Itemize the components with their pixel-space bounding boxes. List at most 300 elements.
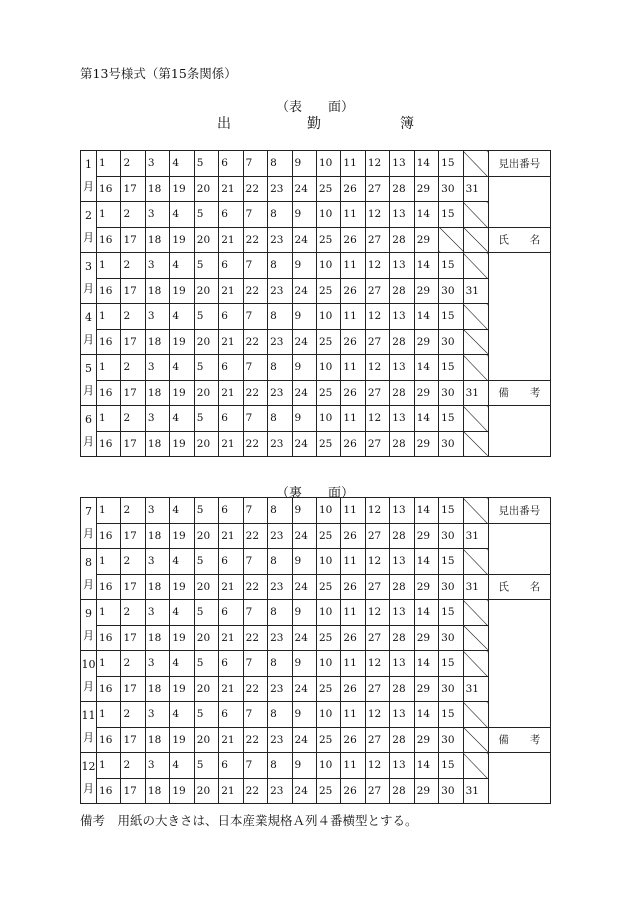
day-cell: 4 [170,406,194,432]
day-cell: 10 [316,406,340,432]
month-row [81,253,551,279]
day-cell: 15 [439,651,463,677]
day-cell: 8 [268,253,292,279]
day-cell: 13 [390,202,414,228]
day-cell: 25 [316,329,340,355]
void-cell [439,227,463,253]
day-cell: 16 [97,625,121,651]
day-cell: 19 [170,778,194,804]
day-cell: 16 [97,676,121,702]
void-cell [463,600,488,626]
day-cell: 10 [316,202,340,228]
day-cell: 25 [316,676,340,702]
day-cell: 20 [194,278,218,304]
day-cell: 31 [463,574,488,600]
day-cell: 13 [390,600,414,626]
day-cell: 19 [170,431,194,457]
day-cell: 29 [414,431,438,457]
name-label: 氏 名 [488,227,550,253]
month-kanji: 月 [83,180,95,193]
day-cell: 6 [219,549,243,575]
day-cell: 27 [365,574,389,600]
day-cell: 18 [145,727,169,753]
day-cell: 15 [439,253,463,279]
month-label [81,406,97,457]
day-cell: 19 [170,380,194,406]
day-cell: 21 [219,778,243,804]
day-cell: 29 [414,778,438,804]
day-cell: 6 [219,253,243,279]
month-label [81,498,97,549]
day-cell: 11 [341,702,365,728]
month-row [81,702,551,728]
day-cell: 5 [194,304,218,330]
day-cell: 22 [243,176,267,202]
day-cell: 6 [219,651,243,677]
day-cell: 31 [463,278,488,304]
day-cell: 24 [292,227,316,253]
month-row [81,202,551,228]
day-cell: 11 [341,753,365,779]
day-cell: 2 [121,498,145,524]
day-cell: 11 [341,202,365,228]
void-cell [463,549,488,575]
month-row [81,651,551,677]
day-cell: 4 [170,651,194,677]
day-cell: 24 [292,380,316,406]
day-cell: 27 [365,778,389,804]
day-cell: 28 [390,329,414,355]
month-label [81,253,97,304]
day-cell: 30 [439,380,463,406]
day-cell: 22 [243,625,267,651]
day-cell: 10 [316,355,340,381]
title-char-1: 出 [217,116,231,132]
day-cell: 3 [145,549,169,575]
month-kanji: 月 [83,527,95,540]
month-row [81,778,551,804]
day-cell: 9 [292,753,316,779]
day-cell: 7 [243,549,267,575]
day-cell: 10 [316,549,340,575]
day-cell: 29 [414,574,438,600]
day-cell: 19 [170,176,194,202]
month-label [81,702,97,753]
day-cell: 2 [121,406,145,432]
day-cell: 12 [365,600,389,626]
day-cell: 28 [390,676,414,702]
day-cell: 14 [414,753,438,779]
day-cell: 22 [243,227,267,253]
day-cell: 30 [439,625,463,651]
day-cell: 24 [292,329,316,355]
day-cell: 5 [194,406,218,432]
day-cell: 7 [243,651,267,677]
day-cell: 11 [341,406,365,432]
day-cell: 4 [170,253,194,279]
day-cell: 1 [97,202,121,228]
month-row [81,380,551,406]
day-cell: 2 [121,702,145,728]
day-cell: 17 [121,431,145,457]
index-number-field[interactable] [488,176,550,227]
day-cell: 19 [170,625,194,651]
remarks-label: 備 考 [488,380,550,406]
day-cell: 15 [439,702,463,728]
day-cell: 3 [145,253,169,279]
month-label [81,355,97,406]
day-cell: 28 [390,431,414,457]
day-cell: 2 [121,304,145,330]
day-cell: 23 [268,778,292,804]
day-cell: 13 [390,304,414,330]
day-cell: 8 [268,151,292,177]
day-cell: 17 [121,380,145,406]
day-cell: 26 [341,625,365,651]
day-cell: 1 [97,549,121,575]
day-cell: 29 [414,329,438,355]
day-cell: 12 [365,498,389,524]
index-number-field[interactable] [488,523,550,574]
day-cell: 1 [97,406,121,432]
day-cell: 10 [316,753,340,779]
day-cell: 5 [194,651,218,677]
day-cell: 23 [268,727,292,753]
day-cell: 26 [341,676,365,702]
day-cell: 16 [97,278,121,304]
day-cell: 14 [414,498,438,524]
void-cell [463,727,488,753]
day-cell: 7 [243,202,267,228]
day-cell: 5 [194,753,218,779]
day-cell: 28 [390,574,414,600]
day-cell: 11 [341,355,365,381]
day-cell: 26 [341,727,365,753]
day-cell: 30 [439,676,463,702]
day-cell: 16 [97,778,121,804]
void-cell [463,753,488,779]
day-cell: 8 [268,600,292,626]
day-cell: 6 [219,355,243,381]
day-cell: 22 [243,278,267,304]
day-cell: 13 [390,253,414,279]
day-cell: 12 [365,202,389,228]
day-cell: 2 [121,753,145,779]
day-cell: 30 [439,176,463,202]
form-label: 第13号様式（第15条関係） [80,66,237,81]
month-row [81,355,551,381]
day-cell: 26 [341,380,365,406]
day-cell: 9 [292,355,316,381]
day-cell: 14 [414,406,438,432]
day-cell: 20 [194,380,218,406]
day-cell: 27 [365,380,389,406]
day-cell: 19 [170,329,194,355]
day-cell: 12 [365,549,389,575]
day-cell: 9 [292,600,316,626]
day-cell: 1 [97,600,121,626]
day-cell: 7 [243,406,267,432]
day-cell: 1 [97,753,121,779]
day-cell: 11 [341,253,365,279]
day-cell: 3 [145,600,169,626]
void-cell [463,431,488,457]
day-cell: 13 [390,355,414,381]
day-cell: 17 [121,727,145,753]
month-row [81,176,551,202]
day-cell: 5 [194,355,218,381]
day-cell: 21 [219,625,243,651]
day-cell: 21 [219,676,243,702]
day-cell: 14 [414,151,438,177]
day-cell: 6 [219,753,243,779]
day-cell: 1 [97,498,121,524]
day-cell: 23 [268,523,292,549]
void-cell [463,406,488,432]
day-cell: 30 [439,574,463,600]
day-cell: 27 [365,625,389,651]
day-cell: 16 [97,176,121,202]
day-cell: 3 [145,202,169,228]
day-cell: 30 [439,278,463,304]
day-cell: 30 [439,523,463,549]
month-row [81,498,551,524]
day-cell: 23 [268,329,292,355]
day-cell: 20 [194,778,218,804]
day-cell: 4 [170,202,194,228]
month-number: 7 [85,504,93,518]
day-cell: 17 [121,329,145,355]
month-kanji: 月 [83,282,95,295]
day-cell: 15 [439,151,463,177]
month-row [81,431,551,457]
day-cell: 14 [414,549,438,575]
day-cell: 26 [341,778,365,804]
month-label [81,202,97,253]
month-label [81,151,97,202]
day-cell: 12 [365,304,389,330]
day-cell: 18 [145,778,169,804]
day-cell: 7 [243,753,267,779]
day-cell: 29 [414,380,438,406]
day-cell: 31 [463,380,488,406]
void-cell [463,355,488,381]
day-cell: 16 [97,523,121,549]
day-cell: 11 [341,304,365,330]
day-cell: 20 [194,431,218,457]
day-cell: 11 [341,600,365,626]
day-cell: 4 [170,702,194,728]
day-cell: 22 [243,380,267,406]
day-cell: 7 [243,498,267,524]
day-cell: 27 [365,727,389,753]
day-cell: 3 [145,651,169,677]
day-cell: 18 [145,574,169,600]
day-cell: 2 [121,651,145,677]
day-cell: 3 [145,406,169,432]
month-kanji: 月 [83,629,95,642]
day-cell: 9 [292,202,316,228]
day-cell: 28 [390,227,414,253]
day-cell: 16 [97,380,121,406]
day-cell: 8 [268,355,292,381]
day-cell: 24 [292,523,316,549]
month-row [81,406,551,432]
day-cell: 24 [292,727,316,753]
day-cell: 18 [145,278,169,304]
day-cell: 6 [219,202,243,228]
day-cell: 13 [390,406,414,432]
day-cell: 3 [145,498,169,524]
day-cell: 7 [243,151,267,177]
day-cell: 21 [219,727,243,753]
day-cell: 5 [194,498,218,524]
day-cell: 18 [145,523,169,549]
front-side-label: （表 面） [275,100,354,115]
day-cell: 23 [268,431,292,457]
back-attendance-table [80,497,551,804]
month-number: 11 [81,708,96,722]
name-field[interactable] [488,253,550,381]
name-label: 氏 名 [488,574,550,600]
day-cell: 21 [219,176,243,202]
back-side-label: （裏 面） [275,486,354,501]
day-cell: 24 [292,625,316,651]
month-row [81,227,551,253]
void-cell [463,329,488,355]
day-cell: 29 [414,523,438,549]
day-cell: 13 [390,702,414,728]
day-cell: 14 [414,651,438,677]
day-cell: 22 [243,727,267,753]
month-number: 4 [85,310,93,324]
month-number: 10 [81,657,96,671]
month-number: 3 [85,259,93,273]
day-cell: 8 [268,406,292,432]
month-row [81,676,551,702]
month-kanji: 月 [83,782,95,795]
day-cell: 30 [439,727,463,753]
day-cell: 9 [292,253,316,279]
day-cell: 27 [365,523,389,549]
day-cell: 26 [341,278,365,304]
void-cell [463,498,488,524]
void-cell [463,202,488,228]
day-cell: 17 [121,625,145,651]
day-cell: 21 [219,380,243,406]
day-cell: 9 [292,151,316,177]
day-cell: 27 [365,176,389,202]
day-cell: 9 [292,498,316,524]
void-cell [463,625,488,651]
remarks-label: 備 考 [488,727,550,753]
day-cell: 26 [341,574,365,600]
day-cell: 21 [219,329,243,355]
day-cell: 24 [292,278,316,304]
month-label [81,549,97,600]
day-cell: 29 [414,625,438,651]
month-kanji: 月 [83,680,95,693]
month-kanji: 月 [83,384,95,397]
day-cell: 13 [390,753,414,779]
day-cell: 11 [341,498,365,524]
day-cell: 31 [463,176,488,202]
day-cell: 27 [365,227,389,253]
day-cell: 4 [170,600,194,626]
month-row [81,727,551,753]
name-field[interactable] [488,600,550,728]
void-cell [463,151,488,177]
day-cell: 5 [194,600,218,626]
day-cell: 1 [97,151,121,177]
day-cell: 4 [170,355,194,381]
day-cell: 7 [243,304,267,330]
month-row [81,151,551,177]
day-cell: 25 [316,431,340,457]
day-cell: 15 [439,355,463,381]
day-cell: 12 [365,406,389,432]
day-cell: 24 [292,431,316,457]
day-cell: 25 [316,380,340,406]
day-cell: 8 [268,202,292,228]
month-number: 5 [85,361,93,375]
day-cell: 23 [268,380,292,406]
day-cell: 5 [194,702,218,728]
day-cell: 3 [145,753,169,779]
day-cell: 25 [316,727,340,753]
day-cell: 14 [414,702,438,728]
day-cell: 15 [439,753,463,779]
day-cell: 31 [463,778,488,804]
day-cell: 17 [121,278,145,304]
day-cell: 24 [292,676,316,702]
month-number: 6 [85,412,93,426]
day-cell: 24 [292,176,316,202]
remarks-field[interactable] [488,753,550,804]
day-cell: 26 [341,227,365,253]
day-cell: 10 [316,151,340,177]
month-row [81,753,551,779]
day-cell: 1 [97,253,121,279]
day-cell: 23 [268,625,292,651]
day-cell: 26 [341,431,365,457]
day-cell: 25 [316,523,340,549]
month-label [81,651,97,702]
day-cell: 8 [268,753,292,779]
day-cell: 23 [268,574,292,600]
day-cell: 16 [97,329,121,355]
day-cell: 8 [268,498,292,524]
remarks-field[interactable] [488,406,550,457]
day-cell: 17 [121,523,145,549]
day-cell: 12 [365,702,389,728]
day-cell: 28 [390,625,414,651]
day-cell: 14 [414,304,438,330]
index-number-label: 見出番号 [488,151,550,177]
month-number: 8 [85,555,93,569]
day-cell: 12 [365,151,389,177]
day-cell: 14 [414,253,438,279]
day-cell: 30 [439,329,463,355]
day-cell: 20 [194,329,218,355]
day-cell: 14 [414,355,438,381]
day-cell: 21 [219,431,243,457]
day-cell: 20 [194,676,218,702]
day-cell: 24 [292,778,316,804]
day-cell: 31 [463,523,488,549]
day-cell: 19 [170,574,194,600]
day-cell: 6 [219,304,243,330]
